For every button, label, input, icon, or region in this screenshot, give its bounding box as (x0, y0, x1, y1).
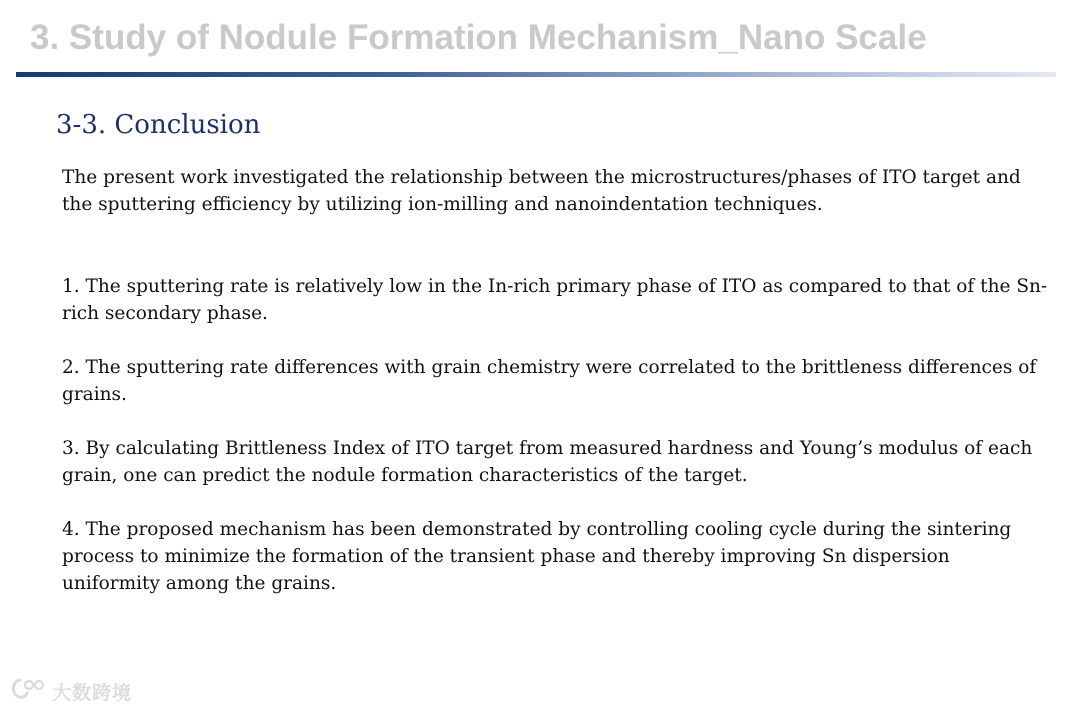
watermark-text: 大数跨境 (52, 681, 133, 704)
section-heading: 3-3. Conclusion (56, 110, 261, 140)
watermark (8, 676, 132, 706)
conclusion-point-4: 4. The proposed mechanism has been demonstrated by controlling cooling cycle during the sintering process to minimize the formation of the transient phase and thereby improving Sn dispersion uniformity among the grains. (62, 519, 1012, 594)
logo-icon (8, 676, 48, 706)
intro-paragraph: The present work investigated the relationship between the microstructures/phases of ITO target and the sputtering efficiency by utilizing ion-milling and nanoindentation techniques. (62, 167, 1021, 215)
title-divider (16, 72, 1056, 77)
conclusion-point-2: 2. The sputtering rate differences with grain chemistry were correlated to the brittleness differences of grains. (62, 357, 1037, 405)
conclusion-point-1: 1. The sputtering rate is relatively low in the In-rich primary phase of ITO as compared to that of the Sn-rich secondary phase. (62, 276, 1048, 324)
slide-title: 3. Study of Nodule Formation Mechanism_Nano Scale (30, 18, 927, 57)
conclusion-point-3: 3. By calculating Brittleness Index of ITO target from measured hardness and Young’s modulus of each grain, one can predict the nodule formation characteristics of the target. (62, 438, 1033, 486)
